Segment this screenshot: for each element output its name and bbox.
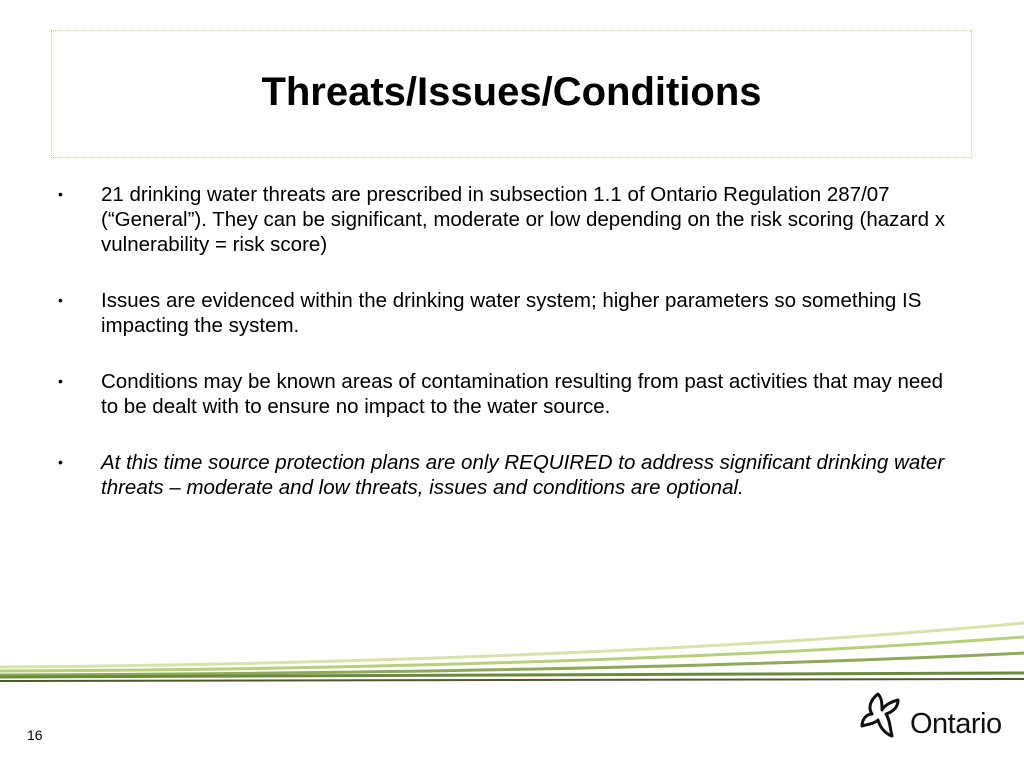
bullet-text: At this time source protection plans are only REQUIRED to address significant drinking water threats – moderate and low threats, issues and conditions are optional.: [101, 451, 945, 499]
swoosh-line-5: [0, 679, 1024, 681]
ontario-logo: [858, 686, 1008, 746]
bullet-text: Conditions may be known areas of contamination resulting from past activities that may need to be dealt with to ensure no impact to the water source.: [101, 370, 944, 418]
bullet-marker: •: [58, 292, 63, 308]
bullet-marker: •: [58, 186, 63, 202]
bullet-list: [58, 182, 958, 531]
bullet-item: [58, 288, 958, 338]
slide-title: Threats/Issues/Conditions: [261, 69, 762, 114]
title-box: [51, 30, 972, 158]
bullet-item: [58, 182, 958, 257]
logo-wordmark: Ontario: [910, 708, 1002, 740]
trillium-icon: [858, 690, 914, 746]
bullet-item: [58, 450, 958, 500]
bullet-marker: •: [58, 454, 63, 470]
bullet-text: Issues are evidenced within the drinking water system; higher parameters so something IS impacting the system.: [101, 289, 922, 337]
footer-swoosh-lines: [0, 615, 1024, 685]
bullet-marker: •: [58, 373, 63, 389]
page-number: 16: [27, 727, 43, 743]
bullet-text: 21 drinking water threats are prescribed in subsection 1.1 of Ontario Regulation 287/07 (“General”). They can be significant, moderate or low depending on the risk scoring (hazard x vulnerability = risk score): [101, 183, 945, 256]
bullet-item: [58, 369, 958, 419]
